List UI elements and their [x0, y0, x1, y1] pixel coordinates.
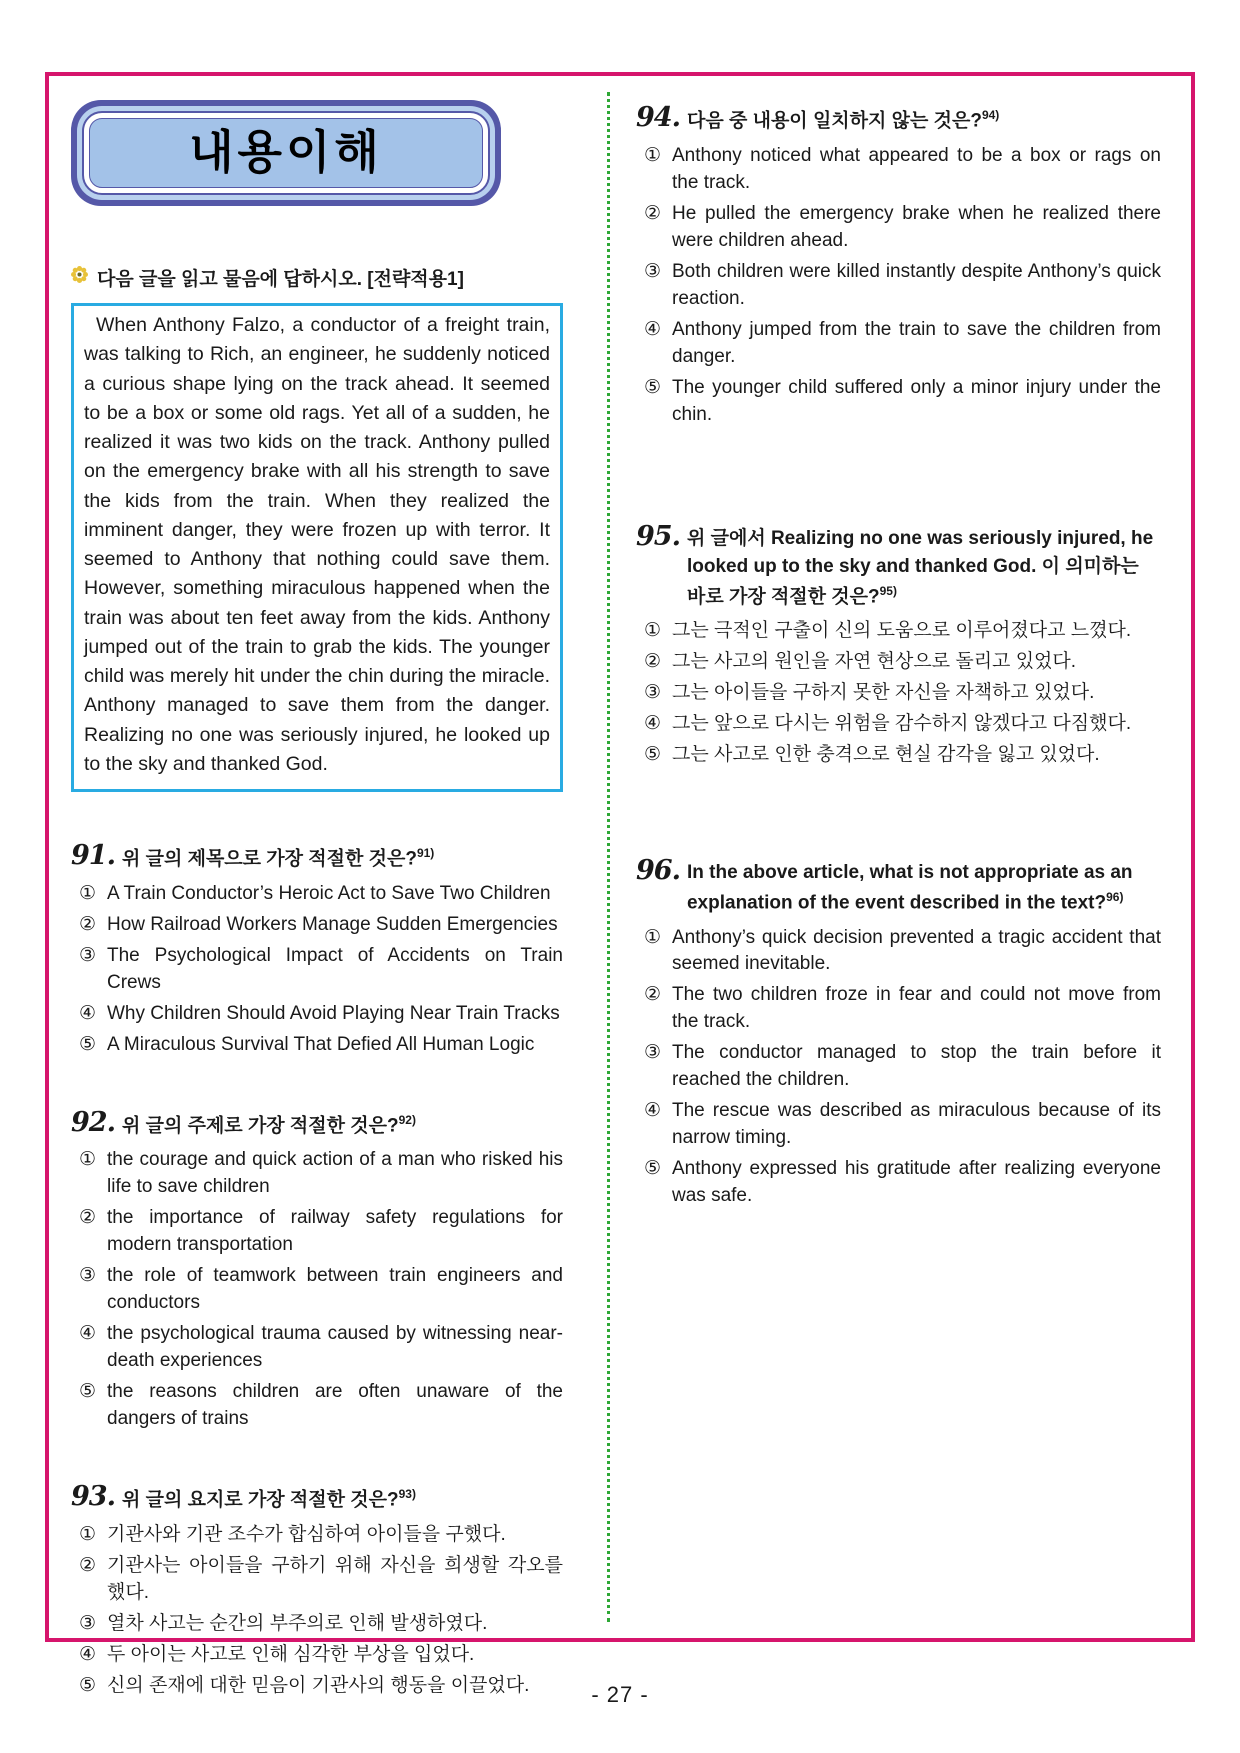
option-text: A Miraculous Survival That Defied All Human Logic: [107, 1033, 535, 1055]
question-stem: 위 글의 요지로 가장 적절한 것은?$^{93)}$: [121, 1487, 416, 1511]
option-marker: ②: [79, 1207, 97, 1229]
option-marker: ②: [644, 984, 662, 1006]
option-text: the importance of railway safety regulations for modern transportation: [107, 1207, 563, 1256]
option-marker: ④: [644, 318, 662, 340]
option-item: [636, 649, 1161, 676]
right-column: [610, 92, 1191, 1622]
question-92: [71, 1106, 563, 1434]
option-text: 그는 극적인 구출이 신의 도움으로 이루어졌다고 느꼈다.: [672, 620, 1132, 642]
question-stem: In the above article, what is not appropriate as an explanation of the event described in the text?$^{96)}$: [686, 862, 1133, 914]
option-text: 그는 사고로 인한 충격으로 현실 감각을 잃고 있었다.: [672, 744, 1100, 766]
option-item: [636, 1156, 1161, 1210]
options-list: [636, 143, 1161, 429]
option-text: How Railroad Workers Manage Sudden Emergencies: [107, 913, 558, 935]
option-marker: ③: [644, 1042, 662, 1064]
option-item: [71, 1642, 563, 1669]
footnote-ref: 92): [398, 1112, 416, 1127]
option-item: [71, 1522, 563, 1549]
option-item: [71, 1205, 563, 1259]
option-item: [71, 1379, 563, 1433]
option-text: He pulled the emergency brake when he realized there were children ahead.: [672, 202, 1161, 251]
page-number: - 27 -: [591, 1682, 649, 1707]
option-item: [71, 1032, 563, 1059]
left-column: [71, 92, 563, 1696]
option-text: the role of teamwork between train engineers and conductors: [107, 1265, 563, 1314]
option-text: Anthony jumped from the train to save the children from danger.: [672, 318, 1161, 367]
title-banner: [71, 100, 501, 206]
option-text: 기관사는 아이들을 구하기 위해 자신을 희생할 각오를 했다.: [107, 1554, 563, 1603]
option-marker: ⑤: [79, 1033, 97, 1055]
option-text: The younger child suffered only a minor injury under the chin.: [672, 376, 1161, 425]
option-marker: ③: [644, 260, 662, 282]
option-marker: ①: [644, 926, 662, 948]
option-marker: ⑤: [79, 1674, 97, 1696]
option-item: [71, 1553, 563, 1607]
option-text: 기관사와 기관 조수가 합심하여 아이들을 구했다.: [107, 1523, 506, 1545]
flower-icon: [71, 266, 88, 289]
instruction-text: 다음 글을 읽고 물음에 답하시오. [전략적용1]: [97, 269, 464, 290]
option-item: [71, 881, 563, 908]
option-marker: ③: [79, 1612, 97, 1634]
question-number: 96.: [636, 855, 680, 887]
option-marker: ①: [644, 144, 662, 166]
option-marker: ②: [644, 651, 662, 673]
option-text: Anthony noticed what appeared to be a box or rags on the track.: [672, 144, 1161, 193]
option-text: The conductor managed to stop the train before it reached the children.: [672, 1042, 1161, 1091]
option-item: [636, 982, 1161, 1036]
question-91: [71, 842, 563, 1059]
question-94: [636, 104, 1161, 429]
option-item: [636, 259, 1161, 313]
option-marker: ②: [79, 1554, 97, 1576]
option-item: [636, 925, 1161, 979]
options-list: [71, 1147, 563, 1433]
option-item: [71, 1001, 563, 1028]
question-stem: 위 글의 제목으로 가장 적절한 것은?$^{91)}$: [121, 846, 435, 870]
option-item: [71, 1147, 563, 1201]
option-marker: ④: [644, 1100, 662, 1122]
option-text: The Psychological Impact of Accidents on Train Crews: [107, 944, 563, 993]
option-text: 두 아이는 사고로 인해 심각한 부상을 입었다.: [107, 1643, 475, 1665]
passage-text: When Anthony Falzo, a conductor of a freight train, was talking to Rich, an engineer, he suddenly noticed a curious shape lying on the track ahead. It seemed to be a box or some old rags. Yet all of a sudden, he realized it was two kids on the track. Anthony pulled on the emergency brake with all his strength to save the kids from the train. When they realized the imminent danger, they were frozen up with terror. It seemed to Anthony that nothing could save them. However, something miraculous happened when the train was about ten feet away from the kids. Anthony jumped out of the train to grab the kids. The younger child was merely hit under the chin during the miracle. Anthony managed to save them from the danger. Realizing no one was seriously injured, he looked up to the sky and thanked God.: [84, 314, 550, 775]
question-number: 92.: [71, 1106, 115, 1138]
options-list: [636, 925, 1161, 1211]
option-text: A Train Conductor’s Heroic Act to Save Two Children: [107, 882, 551, 904]
question-number: 91.: [71, 840, 115, 871]
option-text: 신의 존재에 대한 믿음이 기관사의 행동을 이끌었다.: [107, 1674, 530, 1696]
option-item: [636, 711, 1161, 738]
option-marker: ①: [79, 882, 97, 904]
option-marker: ④: [79, 1323, 97, 1345]
option-item: [636, 1098, 1161, 1152]
option-text: Both children were killed instantly despite Anthony’s quick reaction.: [672, 260, 1161, 309]
option-item: [636, 143, 1161, 197]
option-item: [636, 618, 1161, 645]
question-number: 95.: [636, 520, 680, 552]
option-text: Anthony’s quick decision prevented a tragic accident that seemed inevitable.: [672, 926, 1161, 975]
instruction-line: [71, 264, 563, 291]
option-item: [636, 742, 1161, 769]
footnote-ref: 96): [1106, 889, 1124, 904]
option-item: [71, 1611, 563, 1638]
question-stem: 위 글에서 Realizing no one was seriously injured, he looked up to the sky and thanked God. 이 의미하는 바로 가장 적절한 것은?$^{95)}$: [686, 527, 1154, 607]
option-text: 열차 사고는 순간의 부주의로 인해 발생하였다.: [107, 1612, 488, 1634]
option-marker: ④: [79, 1643, 97, 1665]
option-marker: ①: [79, 1523, 97, 1545]
option-marker: ①: [79, 1149, 97, 1171]
option-text: The two children froze in fear and could not move from the track.: [672, 984, 1161, 1033]
question-number: 93.: [71, 1481, 115, 1513]
option-text: The rescue was described as miraculous because of its narrow timing.: [672, 1100, 1161, 1149]
options-list: [636, 618, 1161, 769]
option-marker: ③: [79, 944, 97, 966]
question-93: [71, 1483, 563, 1700]
option-text: the courage and quick action of a man who risked his life to save children: [107, 1149, 563, 1198]
option-item: [636, 201, 1161, 255]
option-text: the psychological trauma caused by witnessing near-death experiences: [107, 1323, 563, 1372]
option-marker: ⑤: [79, 1381, 97, 1403]
option-marker: ①: [644, 620, 662, 642]
option-item: [71, 943, 563, 997]
footnote-ref: 95): [879, 583, 897, 598]
question-stem: 다음 중 내용이 일치하지 않는 것은?$^{94)}$: [686, 108, 1000, 132]
options-list: [71, 1522, 563, 1700]
option-marker: ④: [79, 1002, 97, 1024]
option-item: [636, 317, 1161, 371]
question-number: 94.: [636, 102, 680, 133]
option-item: [71, 1263, 563, 1317]
option-marker: ②: [644, 202, 662, 224]
option-marker: ⑤: [644, 1158, 662, 1180]
footnote-ref: 93): [398, 1487, 416, 1502]
question-96: [636, 857, 1161, 1210]
option-item: [636, 680, 1161, 707]
question-stem: 위 글의 주제로 가장 적절한 것은?$^{92)}$: [121, 1112, 416, 1136]
question-95: [636, 520, 1161, 770]
option-marker: ④: [644, 713, 662, 735]
option-text: the reasons children are often unaware of the dangers of trains: [107, 1381, 563, 1430]
option-item: [636, 375, 1161, 429]
option-text: 그는 사고의 원인을 자연 현상으로 돌리고 있었다.: [672, 651, 1077, 673]
page-title: 내용이해: [189, 126, 383, 178]
option-text: 그는 앞으로 다시는 위험을 감수하지 않겠다고 다짐했다.: [672, 713, 1132, 735]
footnote-ref: 94): [981, 108, 1000, 122]
option-marker: ③: [79, 1265, 97, 1287]
option-text: Why Children Should Avoid Playing Near Train Tracks: [107, 1002, 560, 1024]
option-item: [636, 1040, 1161, 1094]
footnote-ref: 91): [416, 846, 435, 860]
option-marker: ②: [79, 913, 97, 935]
option-marker: ③: [644, 682, 662, 704]
passage-box: [71, 303, 563, 792]
option-text: Anthony expressed his gratitude after realizing everyone was safe.: [672, 1158, 1161, 1207]
option-item: [71, 1321, 563, 1375]
option-marker: ⑤: [644, 376, 662, 398]
option-text: 그는 아이들을 구하지 못한 자신을 자책하고 있었다.: [672, 682, 1095, 704]
option-marker: ⑤: [644, 744, 662, 766]
options-list: [71, 881, 563, 1059]
option-item: [71, 912, 563, 939]
